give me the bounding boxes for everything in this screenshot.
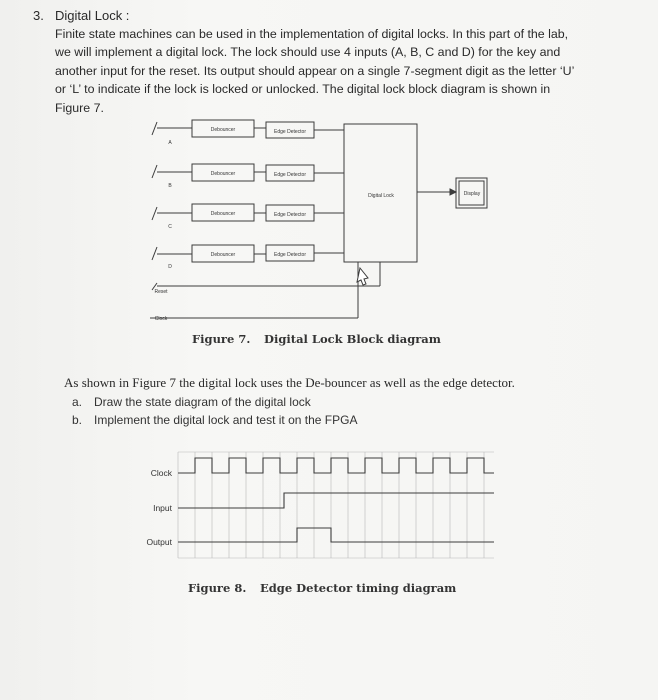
block-diagram — [0, 0, 658, 340]
paragraph-line: Figure 7. — [55, 100, 104, 115]
task-text: Implement the digital lock and test it on the FPGA — [94, 413, 358, 427]
paragraph-line: another input for the reset. Its output should appear on a single 7-segment digit as the letter ‘U’ — [55, 63, 575, 78]
edge-detector-label: Edge Detector — [274, 129, 306, 135]
switch-a-symbol — [152, 122, 192, 135]
edge-detector-label: Edge Detector — [274, 252, 306, 258]
clock-waveform — [178, 458, 494, 473]
input-label-a: A — [168, 140, 172, 146]
figure8-caption-text: Edge Detector timing diagram — [260, 581, 457, 595]
debouncer-label: Debouncer — [210, 211, 236, 217]
clock-signal-label: Clock — [150, 468, 172, 478]
switch-b-symbol — [152, 165, 192, 178]
reset-label: Reset — [154, 289, 168, 295]
clock-label: Clock — [154, 316, 168, 322]
digital-lock-label: Digital Lock — [368, 193, 394, 199]
input-label-d: D — [168, 264, 172, 270]
tasks-intro: As shown in Figure 7 the digital lock uses the De-bouncer as well as the edge detector. — [64, 375, 515, 390]
task-text: Draw the state diagram of the digital lock — [94, 395, 311, 409]
debouncer-label: Debouncer — [210, 127, 236, 133]
timing-diagram — [0, 440, 658, 570]
debouncer-label: Debouncer — [210, 252, 236, 258]
cursor-icon — [357, 268, 368, 285]
figure7-caption-number: Figure 7. — [192, 332, 251, 346]
section-number: 3. — [33, 8, 44, 23]
figure7-caption-text: Digital Lock Block diagram — [264, 332, 441, 346]
switch-d-symbol — [152, 247, 192, 260]
output-waveform — [178, 528, 494, 542]
input-label-c: C — [168, 224, 172, 230]
input-waveform — [178, 493, 494, 508]
paragraph-line: or ‘L’ to indicate if the lock is locked or unlocked. The digital lock block diagram is shown in — [55, 82, 551, 97]
input-label-b: B — [168, 183, 172, 189]
output-signal-label: Output — [146, 537, 172, 547]
display-label: Display — [463, 191, 481, 197]
task-marker: a. — [72, 395, 83, 409]
switch-c-symbol — [152, 207, 192, 220]
figure8-caption-number: Figure 8. — [188, 581, 247, 595]
paragraph-line: Finite state machines can be used in the implementation of digital locks. In this part of the lab, — [55, 27, 569, 41]
edge-detector-label: Edge Detector — [274, 172, 306, 178]
section-title: Digital Lock : — [55, 8, 130, 23]
task-marker: b. — [72, 413, 83, 427]
input-signal-label: Input — [153, 503, 172, 513]
paragraph-line: we will implement a digital lock. The lock should use 4 inputs (A, B, C and D) for the key and — [55, 45, 561, 60]
edge-detector-label: Edge Detector — [274, 212, 306, 218]
debouncer-label: Debouncer — [210, 171, 236, 177]
